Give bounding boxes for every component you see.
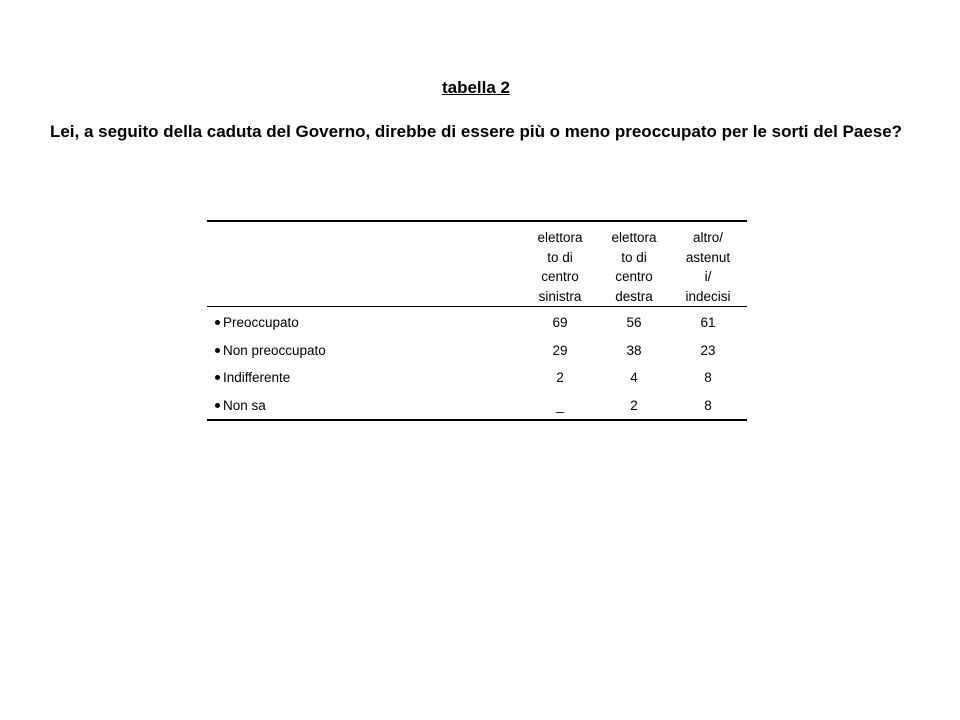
table-row [207,337,747,365]
survey-question: Lei, a seguito della caduta del Governo, direbbe di essere più o meno preoccupato per le sorti del Paese? [49,122,903,141]
row-label: Preoccupato [223,315,299,331]
table-row [207,392,747,420]
table-cell: 69 [552,315,568,331]
table-cell: 8 [704,397,712,413]
row-label: Indifferente [223,370,291,386]
table-cell: 29 [552,342,568,358]
table-cell: 56 [626,315,642,331]
column-header-centro-destra: elettora to di centro destra [611,230,657,304]
table-cell: 38 [626,342,642,358]
bullet-icon [215,320,220,325]
table-row [207,364,747,392]
table-cell: 8 [704,370,712,386]
table-cell: 23 [700,342,716,358]
header-empty-cell [207,222,523,306]
table-cell: 2 [556,370,564,386]
bullet-icon [215,403,220,408]
bullet-icon [215,375,220,380]
results-table [207,220,747,421]
table-title: tabella 2 [441,78,511,97]
table-row [207,309,747,337]
table-cell: 61 [700,315,716,331]
table-cell: _ [556,397,564,413]
column-header-centro-sinistra: elettora to di centro sinistra [537,230,583,304]
table-header-row [207,222,747,307]
table-cell: 4 [630,370,638,386]
bullet-icon [215,348,220,353]
table-cell: 2 [630,397,638,413]
row-label: Non sa [223,397,266,413]
row-label: Non preoccupato [223,342,326,358]
column-header-altro: altro/ astenut i/ indecisi [685,230,731,304]
